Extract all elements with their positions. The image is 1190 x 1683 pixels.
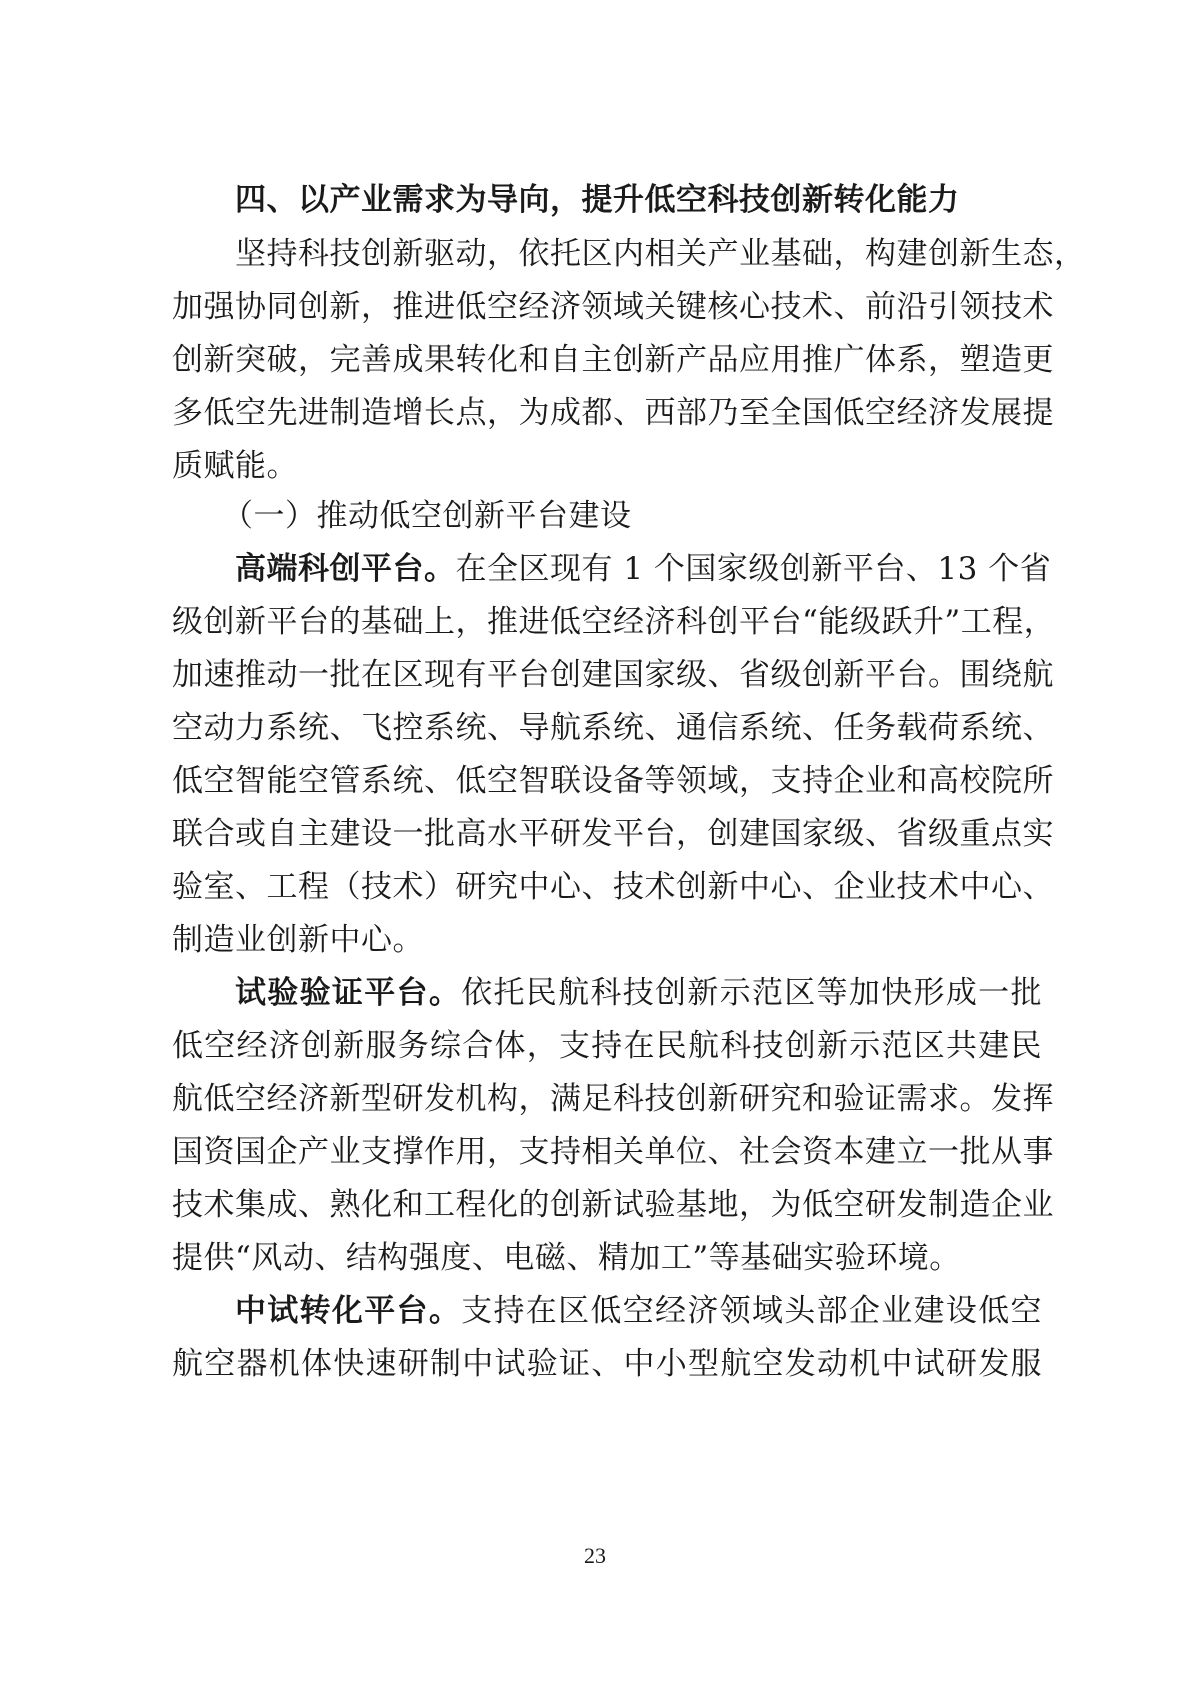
- paragraph-line: 加速推动一批在区现有平台创建国家级、省级创新平台。围绕航: [172, 657, 1054, 693]
- paragraph-text: 在全区现有 1 个国家级创新平台、13 个省: [455, 551, 1052, 587]
- paragraph-lead: 试验验证平台。: [235, 975, 462, 1011]
- page-number: 23: [584, 1543, 606, 1568]
- paragraph-text: 依托民航科技创新示范区等加快形成一批: [461, 975, 1042, 1011]
- paragraph-line: 创新突破，完善成果转化和自主创新产品应用推广体系，塑造更: [172, 342, 1054, 378]
- paragraph-line: 质赋能。: [172, 448, 298, 484]
- paragraph-line: 制造业创新中心。: [172, 922, 424, 958]
- paragraph-lead: 中试转化平台。: [235, 1293, 462, 1329]
- paragraph-lead: 高端科创平台。: [235, 551, 456, 587]
- paragraph-first-line: [235, 1291, 1042, 1331]
- paragraph-line: 技术集成、熟化和工程化的创新试验基地，为低空研发制造企业: [172, 1187, 1054, 1223]
- subsection-heading: （一）推动低空创新平台建设: [222, 498, 632, 534]
- paragraph-line: 航空器机体快速研制中试验证、中小型航空发动机中试研发服: [172, 1346, 1042, 1382]
- paragraph-text: 支持在区低空经济领域头部企业建设低空: [461, 1293, 1042, 1329]
- paragraph-line: 加强协同创新，推进低空经济领域关键核心技术、前沿引领技术: [172, 289, 1054, 325]
- paragraph-line: 多低空先进制造增长点，为成都、西部乃至全国低空经济发展提: [172, 395, 1054, 431]
- paragraph-line: 低空经济创新服务综合体，支持在民航科技创新示范区共建民: [172, 1028, 1042, 1064]
- paragraph-first-line: [235, 549, 1052, 589]
- paragraph-line: 坚持科技创新驱动，依托区内相关产业基础，构建创新生态，: [235, 236, 1086, 272]
- section-heading: 四、以产业需求为导向，提升低空科技创新转化能力: [235, 182, 960, 218]
- paragraph-line: 国资国企产业支撑作用，支持相关单位、社会资本建立一批从事: [172, 1134, 1054, 1170]
- paragraph-line: 空动力系统、飞控系统、导航系统、通信系统、任务载荷系统、: [172, 710, 1054, 746]
- paragraph-line: 航低空经济新型研发机构，满足科技创新研究和验证需求。发挥: [172, 1081, 1054, 1117]
- paragraph-line: 提供“风动、结构强度、电磁、精加工”等基础实验环境。: [172, 1240, 961, 1276]
- paragraph-first-line: [235, 973, 1042, 1013]
- paragraph-line: 级创新平台的基础上，推进低空经济科创平台“能级跃升”工程，: [172, 604, 1056, 640]
- paragraph-line: 验室、工程（技术）研究中心、技术创新中心、企业技术中心、: [172, 869, 1054, 905]
- paragraph-line: 低空智能空管系统、低空智联设备等领域，支持企业和高校院所: [172, 763, 1054, 799]
- paragraph-line: 联合或自主建设一批高水平研发平台，创建国家级、省级重点实: [172, 816, 1054, 852]
